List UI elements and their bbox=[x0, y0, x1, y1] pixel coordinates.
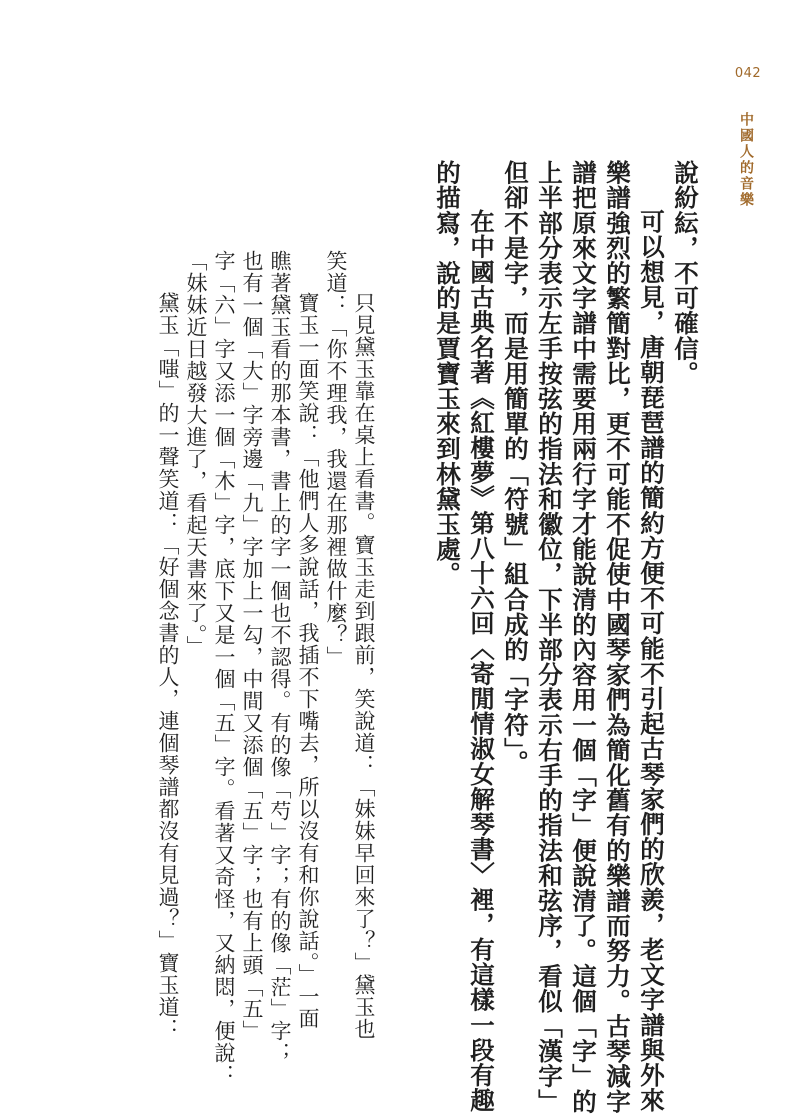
quote-line: 黛玉「嗤」的一聲笑道：「好個念書的人，連個琴譜都沒有見過？」寶玉道： bbox=[156, 292, 180, 1040]
quote-line: 瞧著黛玉看的那本書，書上的字一個也不認得。有的像「芍」字；有的像「茫」字； bbox=[268, 250, 292, 1064]
quote-line: 「妹妹近日越發大進了，看起天書來了。」 bbox=[184, 250, 208, 658]
body-line: 在中國古典名著《紅樓夢》第八十六回〈寄閒情淑女解琴書〉裡，有這樣一段有趣 bbox=[467, 209, 496, 1113]
page-number: 042 bbox=[734, 66, 762, 81]
running-head: 中國人的音樂 bbox=[738, 112, 754, 208]
body-line: 上半部分表示左手按弦的指法和徽位，下半部分表示右手的指法和弦序，看似「漢字」 bbox=[535, 160, 564, 1114]
body-line: 但卻不是字，而是用簡單的「符號」組合成的「字符」。 bbox=[501, 160, 530, 776]
body-line: 說紛紜，不可確信。 bbox=[671, 160, 700, 386]
body-text-block bbox=[430, 160, 702, 1114]
quote-line: 只見黛玉靠在桌上看書。寶玉走到跟前，笑說道：「妹妹早回來了？」黛玉也 bbox=[352, 292, 376, 1040]
quote-line: 也有一個「大」字旁邊「九」字加上一勾，中間又添個「五」字；也有上頭「五」 bbox=[240, 250, 264, 1042]
quote-text-block bbox=[154, 250, 378, 1086]
quote-line: 寶玉一面笑說：「他們人多說話，我插不下嘴去，所以沒有和你說話。」一面 bbox=[296, 292, 320, 1030]
body-line: 譜把原來文字譜中需要用兩行字才能說清的內容用一個「字」便說清了。這個「字」的 bbox=[569, 160, 598, 1114]
body-line: 可以想見，唐朝琵琶譜的簡約方便不可能不引起古琴家們的欣羨，老文字譜與外來 bbox=[637, 209, 666, 1113]
body-line: 的描寫，說的是賈寶玉來到林黛玉處。 bbox=[433, 160, 462, 587]
quote-line: 笑道：「你不理我，我還在那裡做什麼？」 bbox=[324, 250, 348, 668]
body-line: 樂譜強烈的繁簡對比，更不可能不促使中國琴家們為簡化舊有的樂譜而努力。古琴減字 bbox=[603, 160, 632, 1114]
quote-line: 字「六」字又添一個「木」字，底下又是一個「五」字。看著又奇怪，又納悶，便說： bbox=[212, 250, 236, 1086]
